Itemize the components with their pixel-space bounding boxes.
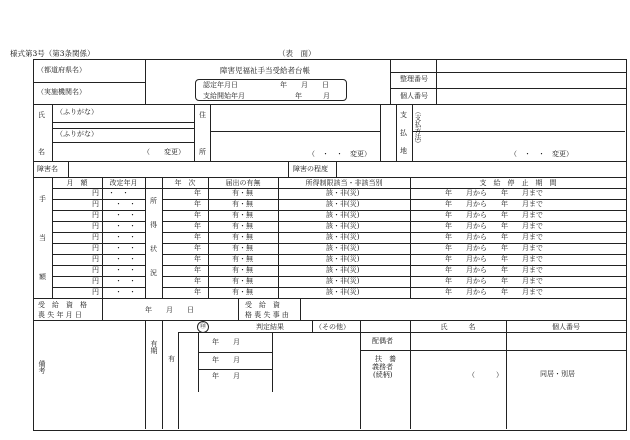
pay-change: （ ・ ・ 変更）	[510, 150, 573, 158]
disability-name-label: 障害名	[37, 165, 58, 173]
col-monthly: 月 額	[66, 179, 88, 187]
notify-umu[interactable]: 有・無	[232, 200, 253, 208]
notify-umu[interactable]: 有・無	[232, 211, 253, 219]
stop-period[interactable]: 年 月から 年 月まで	[445, 211, 543, 219]
monthly-yen[interactable]: 円	[92, 255, 99, 263]
income-4: 況	[150, 269, 157, 277]
col-limit: 所得制限該当・非該当別	[305, 179, 383, 187]
address-change: （ ・ ・ 変更）	[308, 150, 371, 158]
notify-umu[interactable]: 有・無	[232, 255, 253, 263]
revision-date[interactable]: ・ ・	[115, 222, 136, 230]
side-to: 当	[39, 234, 46, 242]
limit-status[interactable]: 該・非(災)	[326, 200, 360, 208]
stop-period[interactable]: 年 月から 年 月まで	[445, 233, 543, 241]
seiri-label: 整理番号	[400, 75, 428, 83]
sho-char: 所	[199, 148, 206, 156]
kojin-header: 個人番号	[552, 323, 580, 331]
income-year[interactable]: 年	[194, 266, 201, 274]
income-year[interactable]: 年	[194, 255, 201, 263]
limit-status[interactable]: 該・非(災)	[326, 222, 360, 230]
monthly-yen[interactable]: 円	[92, 288, 99, 296]
form-side: （表 面）	[278, 49, 316, 58]
fuyo-label-3: (続柄)	[373, 371, 393, 379]
shi-char: 氏	[38, 111, 45, 119]
notify-umu[interactable]: 有・無	[232, 233, 253, 241]
limit-status[interactable]: 該・非(災)	[326, 277, 360, 285]
limit-status[interactable]: 該・非(災)	[326, 244, 360, 252]
income-year[interactable]: 年	[194, 211, 201, 219]
col-notify: 届出の有無	[225, 179, 261, 187]
limit-status[interactable]: 該・非(災)	[326, 255, 360, 263]
pay-method: （支払方法）	[413, 108, 422, 147]
seal-icon: ㊞	[197, 321, 209, 333]
income-year[interactable]: 年	[194, 288, 201, 296]
stop-period[interactable]: 年 月から 年 月まで	[445, 277, 543, 285]
pay-char-3: 地	[400, 147, 407, 155]
col-year: 年 次	[174, 179, 196, 187]
col-revision: 改定年月	[109, 179, 138, 187]
income-year[interactable]: 年	[194, 222, 201, 230]
side-te: 手	[39, 195, 46, 203]
yu-label: 有	[168, 355, 175, 363]
notify-umu[interactable]: 有・無	[232, 244, 253, 252]
notify-umu[interactable]: 有・無	[232, 222, 253, 230]
yuki-ym-3[interactable]: 年 月	[212, 372, 240, 380]
form-number: 様式第3号（第3条関係）	[10, 49, 95, 58]
haigu-label: 配偶者	[372, 337, 393, 345]
limit-status[interactable]: 該・非(災)	[326, 233, 360, 241]
loss-date-value[interactable]: 年 月 日	[145, 306, 194, 314]
revision-date[interactable]: ・ ・	[115, 266, 136, 274]
revision-date[interactable]: ・ ・	[115, 255, 136, 263]
income-year[interactable]: 年	[194, 189, 201, 197]
income-year[interactable]: 年	[194, 200, 201, 208]
fuyo-label-2: 義務者	[372, 363, 393, 371]
side-gaku: 額	[39, 273, 46, 281]
income-1: 所	[150, 197, 157, 205]
agency-label: （実施機関名）	[37, 88, 86, 96]
revision-date[interactable]: ・ ・	[115, 211, 136, 219]
stop-period[interactable]: 年 月から 年 月まで	[445, 288, 543, 296]
biko-label: 備考	[38, 360, 46, 374]
dokyo-label: 同居・別居	[540, 370, 575, 378]
yuki-label: 有期	[150, 340, 158, 354]
income-year[interactable]: 年	[194, 233, 201, 241]
stop-period[interactable]: 年 月から 年 月まで	[445, 189, 543, 197]
monthly-yen[interactable]: 円	[92, 200, 99, 208]
col-stop: 支 給 停 止 期 間	[479, 179, 557, 187]
revision-date[interactable]: ・ ・	[115, 200, 136, 208]
monthly-yen[interactable]: 円	[92, 222, 99, 230]
pay-char-2: 払	[400, 129, 407, 137]
sonota-label: （その他）	[315, 323, 350, 331]
stop-period[interactable]: 年 月から 年 月まで	[445, 266, 543, 274]
income-year[interactable]: 年	[194, 277, 201, 285]
notify-umu[interactable]: 有・無	[232, 189, 253, 197]
shikyu-value[interactable]: 年 月	[295, 92, 330, 100]
stop-period[interactable]: 年 月から 年 月まで	[445, 255, 543, 263]
ledger-title: 障害児福祉手当受給者台帳	[220, 66, 310, 75]
income-3: 状	[150, 245, 157, 253]
revision-date[interactable]: ・ ・	[108, 189, 129, 197]
stop-period[interactable]: 年 月から 年 月まで	[445, 244, 543, 252]
income-year[interactable]: 年	[194, 244, 201, 252]
furigana-label-2: （ふりがな）	[56, 130, 98, 138]
revision-date[interactable]: ・ ・	[115, 233, 136, 241]
disability-degree-label: 障害の程度	[293, 165, 328, 173]
shikyu-label: 支給開始年月	[203, 92, 245, 100]
mei-char: 名	[38, 148, 45, 156]
yuki-ym-2[interactable]: 年 月	[212, 356, 240, 364]
nintei-label: 認定年月日	[203, 81, 238, 89]
monthly-yen[interactable]: 円	[92, 189, 99, 197]
yuki-ym-1[interactable]: 年 月	[212, 338, 240, 346]
loss-date-label-1: 受 給 資 格	[38, 301, 87, 309]
revision-date[interactable]: ・ ・	[115, 288, 136, 296]
hantei-label: 判定結果	[256, 323, 284, 331]
revision-date[interactable]: ・ ・	[115, 244, 136, 252]
loss-date-label-2: 喪 失 年 月 日	[38, 311, 82, 319]
notify-umu[interactable]: 有・無	[232, 288, 253, 296]
stop-period[interactable]: 年 月から 年 月まで	[445, 200, 543, 208]
limit-status[interactable]: 該・非(災)	[326, 189, 360, 197]
name-change: （ 変更）	[143, 148, 185, 156]
notify-umu[interactable]: 有・無	[232, 266, 253, 274]
prefecture-label: （都道府県名）	[37, 66, 86, 74]
stop-period[interactable]: 年 月から 年 月まで	[445, 222, 543, 230]
income-2: 得	[150, 221, 157, 229]
ju-char: 住	[199, 111, 206, 119]
limit-status[interactable]: 該・非(災)	[326, 211, 360, 219]
notify-umu[interactable]: 有・無	[232, 277, 253, 285]
revision-date[interactable]: ・ ・	[115, 277, 136, 285]
furigana-label-1: （ふりがな）	[56, 108, 98, 116]
monthly-yen[interactable]: 円	[92, 266, 99, 274]
fuyo-label-1: 扶 養	[375, 355, 396, 363]
monthly-yen[interactable]: 円	[92, 244, 99, 252]
monthly-yen[interactable]: 円	[92, 277, 99, 285]
pay-char-1: 支	[400, 111, 407, 119]
loss-reason-label-1: 受 給 資	[245, 301, 280, 309]
monthly-yen[interactable]: 円	[92, 233, 99, 241]
shimei-header: 氏 名	[440, 323, 476, 331]
limit-status[interactable]: 該・非(災)	[326, 266, 360, 274]
monthly-yen[interactable]: 円	[92, 211, 99, 219]
limit-status[interactable]: 該・非(災)	[326, 288, 360, 296]
loss-reason-label-2: 格 喪 失 事 由	[245, 311, 289, 319]
nintei-value[interactable]: 年 月 日	[280, 81, 329, 89]
relation-paren: （ ）	[468, 371, 503, 379]
kojin-label: 個人番号	[400, 92, 428, 100]
